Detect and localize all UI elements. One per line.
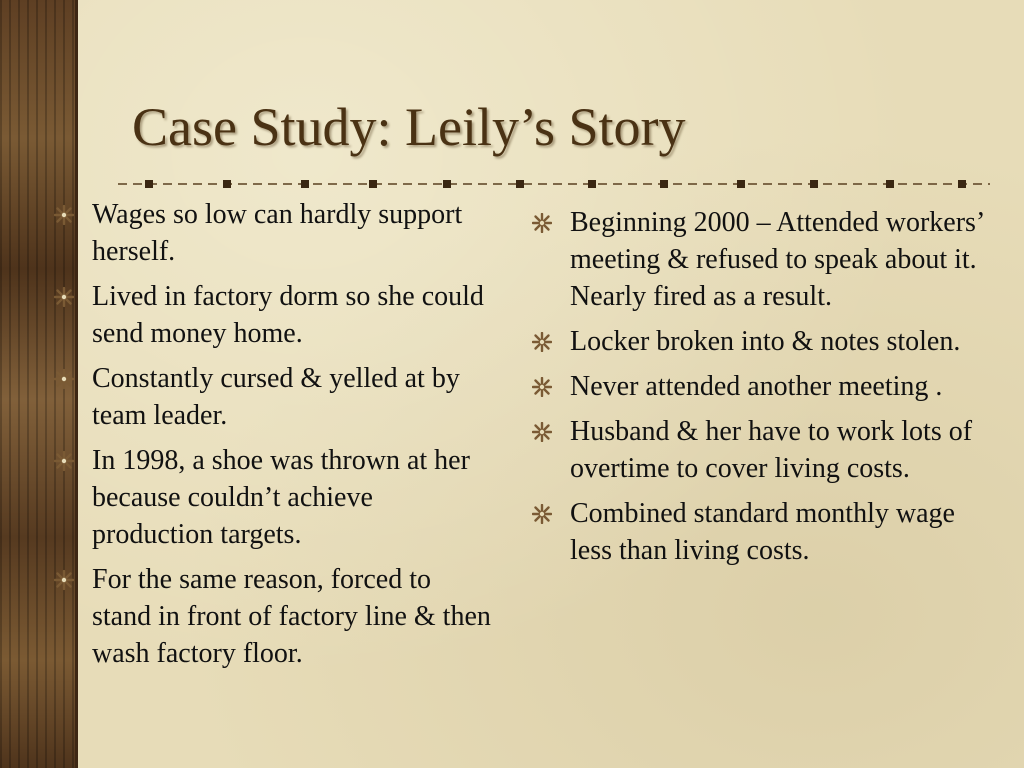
dashed-divider [118, 177, 990, 191]
bullet-text: Wages so low can hardly support herself. [92, 199, 463, 267]
list-item [54, 360, 494, 434]
list-item [54, 442, 494, 553]
list-item [54, 278, 494, 352]
bullet-text: Never attended another meeting . [570, 371, 943, 402]
star-bullet-icon [532, 504, 552, 524]
star-bullet-icon [54, 451, 74, 471]
list-item [532, 495, 992, 569]
bullet-text: For the same reason, forced to stand in front of factory line & then wash factory floor. [92, 564, 491, 669]
right-bullet-list [532, 204, 992, 577]
bullet-text: Locker broken into & notes stolen. [570, 326, 961, 357]
star-bullet-icon [54, 287, 74, 307]
left-bullet-list [54, 196, 494, 680]
star-bullet-icon [54, 369, 74, 389]
list-item [532, 413, 992, 487]
star-bullet-icon [532, 377, 552, 397]
list-item [532, 204, 992, 315]
star-bullet-icon [532, 422, 552, 442]
list-item [54, 561, 494, 672]
list-item [54, 196, 494, 270]
bullet-text: Constantly cursed & yelled at by team leader. [92, 363, 460, 431]
slide-title: Case Study: Leily’s Story [132, 97, 686, 157]
list-item [532, 323, 992, 360]
star-bullet-icon [532, 213, 552, 233]
bullet-text: Combined standard monthly wage less than living costs. [570, 498, 955, 566]
list-item [532, 368, 992, 405]
bullet-text: Lived in factory dorm so she could send money home. [92, 281, 484, 349]
bullet-text: Husband & her have to work lots of overtime to cover living costs. [570, 416, 973, 484]
star-bullet-icon [54, 570, 74, 590]
star-bullet-icon [54, 205, 74, 225]
star-bullet-icon [532, 332, 552, 352]
bullet-text: In 1998, a shoe was thrown at her because couldn’t achieve production targets. [92, 445, 470, 550]
bullet-text: Beginning 2000 – Attended workers’ meeting & refused to speak about it. Nearly fired as a result. [570, 207, 984, 312]
